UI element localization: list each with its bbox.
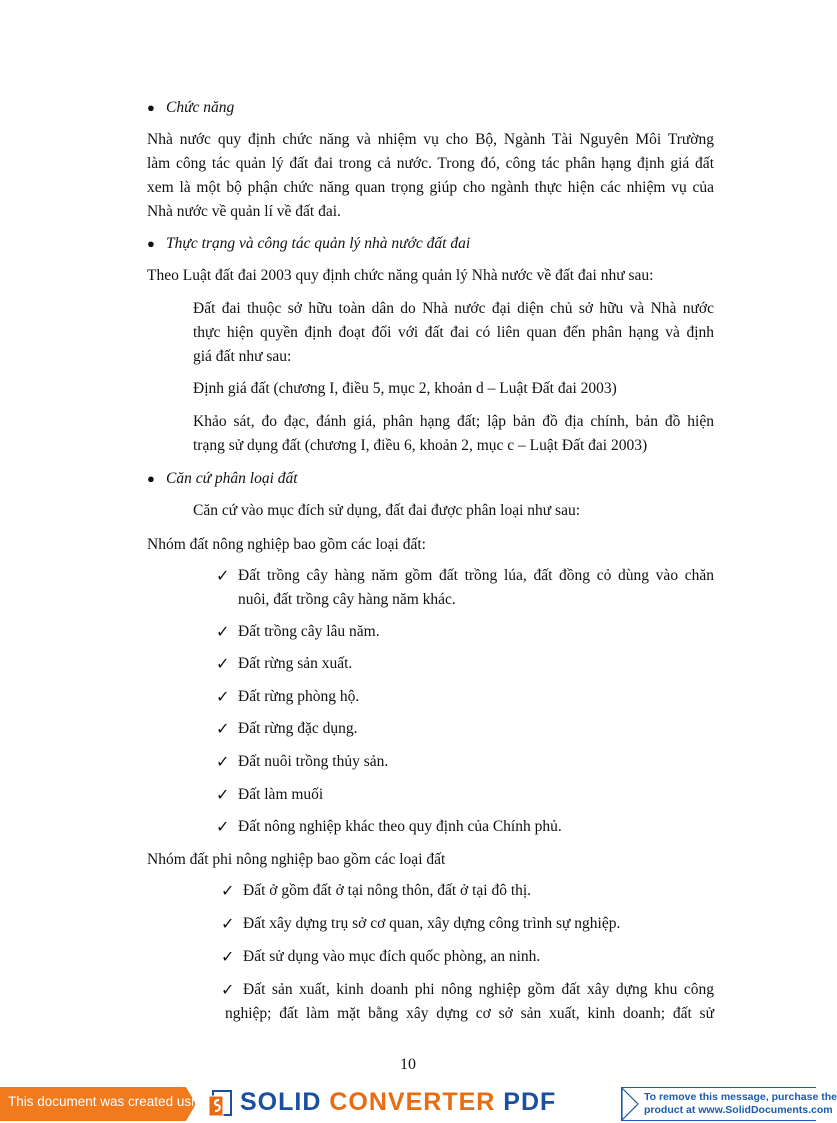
brand-pdf: PDF (503, 1088, 557, 1116)
purchase-text (644, 1091, 837, 1117)
paragraph-line: xem là một bộ phận chức năng quan trọng giúp cho ngành thực hiện các nhiệm vụ của (147, 179, 714, 196)
solid-document-icon (206, 1089, 236, 1119)
bullet-icon: ● (147, 100, 155, 115)
page-number: 10 (400, 1056, 416, 1073)
heading-thuc-trang: Thực trạng và công tác quản lý nhà nước đất đai (166, 235, 471, 252)
check-icon: ✓ (221, 947, 235, 966)
quote-line: trạng sử dụng đất (chương I, điều 6, khoản 2, mục c – Luật Đất đai 2003) (193, 437, 648, 454)
list-item: Đất sản xuất, kinh doanh phi nông nghiệp gồm đất xây dựng khu công (243, 981, 714, 998)
brand-converter: CONVERTER (329, 1088, 496, 1116)
paragraph-line: Nhà nước về quản lí về đất đai. (147, 203, 341, 220)
quote-line: Định giá đất (chương I, điều 5, mục 2, khoản d – Luật Đất đai 2003) (193, 380, 617, 397)
check-icon: ✓ (216, 566, 230, 585)
chevron-right-icon (622, 1088, 640, 1120)
purchase-link-box[interactable] (621, 1087, 837, 1121)
paragraph-line: Nhà nước quy định chức năng và nhiệm vụ cho Bộ, Ngành Tài Nguyên Môi Trường (147, 131, 714, 148)
list-item: Đất làm muối (238, 786, 324, 803)
bullet-icon: ● (147, 471, 155, 486)
check-icon: ✓ (221, 914, 235, 933)
list-item: Đất trồng cây lâu năm. (238, 623, 380, 640)
list-item: Đất trồng cây hàng năm gồm đất trồng lúa, đất đồng cỏ dùng vào chăn (238, 567, 714, 584)
check-icon: ✓ (216, 752, 230, 771)
quote-line: Đất đai thuộc sở hữu toàn dân do Nhà nước đại diện chủ sở hữu và Nhà nước (193, 300, 714, 317)
list-item: Đất rừng phòng hộ. (238, 688, 360, 705)
heading-chuc-nang: Chức năng (166, 99, 235, 116)
quote-line: giá đất như sau: (193, 348, 292, 365)
check-icon: ✓ (221, 881, 235, 900)
list-item: Đất xây dựng trụ sở cơ quan, xây dựng công trình sự nghiệp. (243, 915, 621, 932)
check-icon: ✓ (216, 687, 230, 706)
check-icon: ✓ (216, 719, 230, 738)
group-title-nonagri: Nhóm đất phi nông nghiệp bao gồm các loại đất (147, 851, 446, 868)
paragraph-line: Căn cứ vào mục đích sử dụng, đất đai được phân loại như sau: (193, 502, 581, 519)
check-icon: ✓ (216, 817, 230, 836)
brand-solid: SOLID (240, 1088, 322, 1116)
list-item: nuôi, đất trồng cây hàng năm khác. (238, 591, 456, 608)
heading-can-cu: Căn cứ phân loại đất (166, 470, 298, 487)
check-icon: ✓ (216, 654, 230, 673)
list-item: Đất sử dụng vào mục đích quốc phòng, an ninh. (243, 948, 541, 965)
list-item: nghiệp; đất làm mặt bằng xây dựng cơ sở sản xuất, kinh doanh; đất sử (225, 1005, 714, 1022)
list-item: Đất ở gồm đất ở tại nông thôn, đất ở tại đô thị. (243, 882, 532, 899)
bullet-icon: ● (147, 236, 155, 251)
quote-line: Khảo sát, đo đạc, đánh giá, phân hạng đất; lập bản đồ địa chính, bản đồ hiện (193, 413, 714, 430)
paragraph-line: làm công tác quản lý đất đai trong cả nước. Trong đó, công tác phân hạng định giá đất (147, 155, 714, 172)
group-title-agri: Nhóm đất nông nghiệp bao gồm các loại đất: (147, 536, 426, 553)
paragraph-line: Theo Luật đất đai 2003 quy định chức năng quản lý Nhà nước về đất đai như sau: (147, 267, 654, 284)
banner-left-text: This document was created using (8, 1094, 210, 1109)
check-icon: ✓ (216, 622, 230, 641)
check-icon: ✓ (221, 980, 235, 999)
purchase-line-2[interactable]: product at www.SolidDocuments.com (644, 1104, 833, 1116)
check-icon: ✓ (216, 785, 230, 804)
quote-line: thực hiện quyền định đoạt đối với đất đai có liên quan đến phân hạng và định (193, 324, 714, 341)
list-item: Đất rừng đặc dụng. (238, 720, 358, 737)
brand-wordmark (240, 1088, 556, 1117)
purchase-line-1: To remove this message, purchase the (644, 1091, 837, 1103)
list-item: Đất nuôi trồng thủy sản. (238, 753, 389, 770)
list-item: Đất nông nghiệp khác theo quy định của Chính phủ. (238, 818, 562, 835)
converter-banner (0, 1085, 837, 1123)
list-item: Đất rừng sản xuất. (238, 655, 353, 672)
